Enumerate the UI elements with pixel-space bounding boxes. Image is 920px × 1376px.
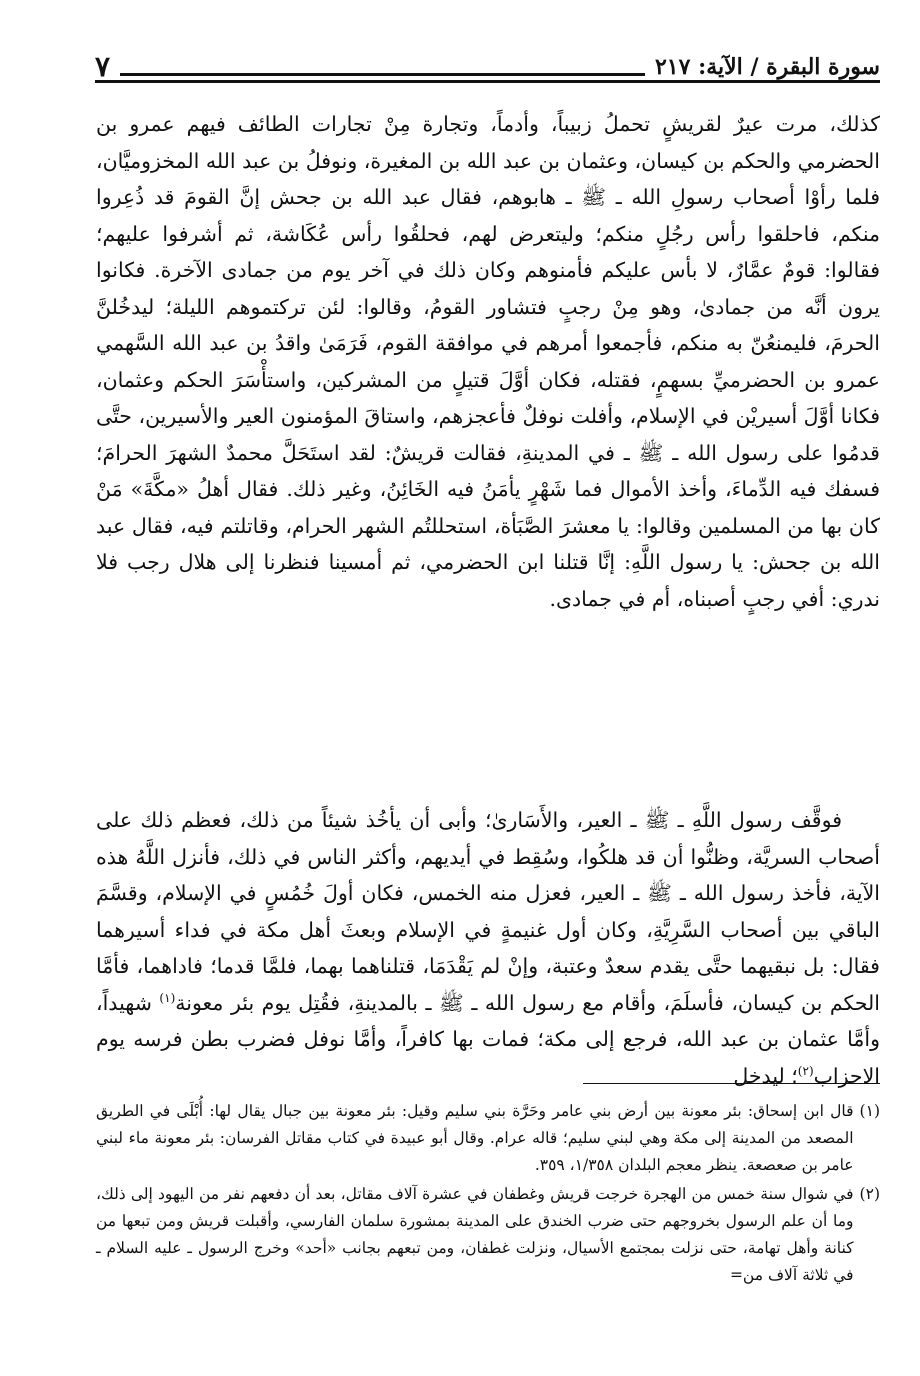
footnote-1-number: (١) bbox=[859, 1102, 880, 1120]
paragraph-2-part-1: فوقَّف رسول اللَّهِ ـ ﷺ ـ العير، والأَسَارىٰ؛ وأبى أن يأخُذ شيئاً من ذلك، فعظم ذلك على أصحاب السريَّة، وظنُّوا أن قد هلكُوا، وسُقِط في أيديهم، وأكثر الناس في ذلك، فأنزل اللَّهُ هذه الآية، فأخذ رسول الله ـ ﷺ ـ العير، فعزل منه الخمس، فكان أولَ خُمُسٍ في الإسلام، وقسَّمَ الباقي بين أصحاب السَّرِيَّةِ، وكان أول غنيمةٍ في الإسلام وبعثَ أهل مكة في فداء أسيرهما فقال: بل نبقيهما حتَّى يقدم سعدٌ وعتبة، وإنْ لم يَقْدَمَا، قتلناهما بهما، فلمَّا قدما؛ فاداهما، فأمَّا الحكم بن كيسان، فأسلَمَ، وأقام مع رسول الله ـ ﷺ ـ بالمدينةِ، فقُتِل يوم بئر معونة bbox=[96, 808, 880, 1015]
footnote-2-number: (٢) bbox=[859, 1185, 880, 1203]
paragraph-2-part-3: ؛ ليدخل bbox=[733, 1063, 798, 1088]
header-title: سورة البقرة / الآية: ٢١٧ bbox=[654, 54, 880, 80]
footnote-2 bbox=[96, 1181, 880, 1289]
header-fill-line bbox=[120, 73, 645, 76]
paragraph-2-part-2: شهيداً، وأمَّا عثمان بن عبد الله، فرجع إلى مكة؛ فمات بها كافراً، وأمَّا نوفل فضرب بطن فرسه يوم الاحزاب bbox=[96, 990, 880, 1088]
header-rule bbox=[95, 80, 880, 83]
page-number: ٧ bbox=[95, 50, 111, 83]
paragraph-2 bbox=[96, 802, 880, 1094]
footnote-1-text: قال ابن إسحاق: بئر معونة بين أرض بني عامر وحَرَّة بني سليم وقيل: بئر معونة بين جبال يقال لها: أُبْلَى في الطريق المصعد من المدينة إلى مكة وهي لبني سليم؛ قاله عرام. وقال أبو عبيدة في كتاب مقاتل الفرسان: بئر معونة ماء لبني عامر بن صعصعة. ينظر معجم البلدان ١/٣٥٨، ٣٥٩. bbox=[96, 1102, 854, 1174]
footnote-1 bbox=[96, 1098, 880, 1179]
footnote-2-text: في شوال سنة خمس من الهجرة خرجت قريش وغطفان في عشرة آلاف مقاتل، بعد أن دفعهم نفر من اليهود إلى ذلك، وما أن علم الرسول بخروجهم حتى ضرب الخندق على المدينة بمشورة سلمان الفارسي، وأقبلت قريش ومن تبعها من كنانة وأهل تهامة، حتى نزلت بمجتمع الأسيال، ونزلت غطفان، ومن تبعهم بجانب «أحد» وخرج الرسول ـ عليه السلام ـ في ثلاثة آلاف من= bbox=[96, 1185, 854, 1284]
main-text bbox=[96, 106, 880, 1094]
footnote-ref-1[interactable]: (١) bbox=[159, 990, 176, 1005]
running-header bbox=[95, 38, 880, 84]
footnotes bbox=[96, 1098, 880, 1291]
footnote-separator bbox=[583, 1083, 880, 1084]
paragraph-1: كذلك، مرت عيرٌ لقريشٍ تحملُ زبيباً، وأدماً، وتجارة مِنْ تجارات الطائف فيهم عمرو بن الحضرمي والحكم بن كيسان، وعثمان بن عبد الله بن المغيرة، ونوفلُ بن عبد الله المخزوميَّان، فلما رأوْا أصحاب رسولِ الله ـ ﷺ ـ هابوهم، فقال عبد الله بن جحش إنَّ القومَ قد ذُعِروا منكم، فاحلقوا رأس رجُلٍ منكم؛ وليتعرض لهم، فحلقُوا رأس عُكَاشة، ثم أشرفوا عليهم؛ فقالوا: قومٌ عمَّارٌ، لا بأس عليكم فأمنوهم وكان ذلك في آخر يوم من جمادى الآخرة. فكانوا يرون أنَّه من جمادىٰ، وهو مِنْ رجبٍ فتشاور القومُ، وقالوا: لئن تركتموهم الليلة؛ ليدخُلنَّ الحرمَ، فليمنعُنّ به منكم، فأجمعوا أمرهم في موافقة القوم، فَرَمَىٰ واقدُ بن عبد الله السَّهمي عمرو بن الحضرميِّ بسهمٍ، فقتله، فكان أوَّلَ قتيلٍ من المشركين، واستأْسَرَ الحكم وعثمان، فكانا أوَّلَ أسيريْن في الإسلام، وأفلت نوفلٌ فأعجزهم، واستاقَ المؤمنون العير والأسيرين، حتَّى قدمُوا على رسول الله ـ ﷺ ـ في المدينةِ، فقالت قريشٌ: لقد استَحَلَّ محمدٌ الشهرَ الحرامَ؛ فسفك فيه الدِّماءَ، وأخذ الأموال فما شَهْرٍ يأمَنُ فيه الخَائِنُ، وغير ذلك. فقال أهلُ «مكَّةَ» مَنْ كان بها من المسلمين وقالوا: يا معشرَ الصَّبَأة، استحللتُم الشهر الحرام، وقاتلتم فيه، فقال عبد الله بن جحش: يا رسول اللَّهِ: إنَّا قتلنا ابن الحضرمي، ثم أمسينا فنظرنا إلى هلال رجب فلا ندري: أفي رجبٍ أصبناه، أم في جمادى. bbox=[96, 112, 880, 611]
footnote-ref-2[interactable]: (٢) bbox=[797, 1063, 814, 1078]
